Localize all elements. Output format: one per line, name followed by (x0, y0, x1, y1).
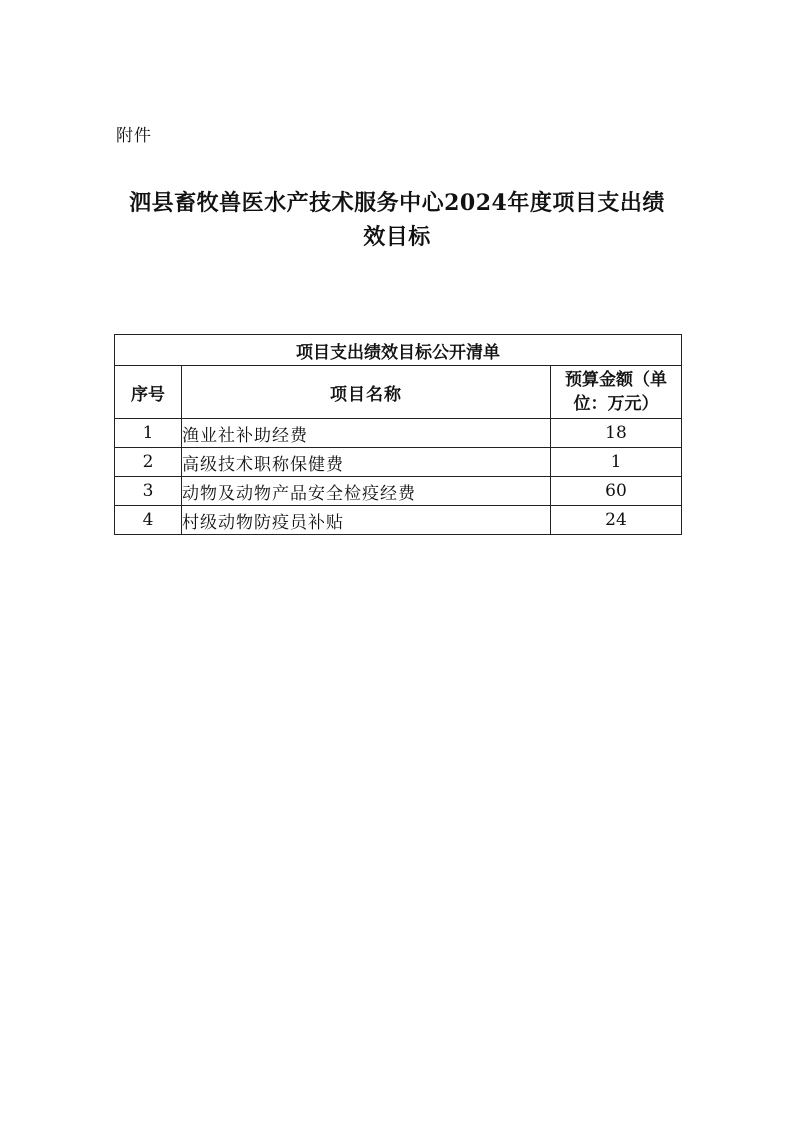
header-no: 序号 (115, 366, 182, 419)
header-amount-line-2: 位：万元） (573, 394, 659, 414)
table-row (115, 506, 682, 535)
table-row (115, 477, 682, 506)
row-no: 4 (115, 506, 182, 535)
header-amount-line-1: 预算金额（单 (565, 370, 667, 390)
header-name: 项目名称 (182, 366, 551, 419)
table-row (115, 448, 682, 477)
row-no: 3 (115, 477, 182, 506)
row-no: 1 (115, 419, 182, 448)
table-header-row (115, 366, 682, 419)
table-caption: 项目支出绩效目标公开清单 (115, 335, 682, 366)
page-title (110, 186, 684, 254)
header-amount (551, 366, 682, 419)
row-name: 动物及动物产品安全检疫经费 (182, 477, 551, 506)
row-amount: 1 (551, 448, 682, 477)
row-name: 高级技术职称保健费 (182, 448, 551, 477)
page-title-line-1: 泗县畜牧兽医水产技术服务中心2024年度项目支出绩 (129, 190, 665, 216)
row-amount: 18 (551, 419, 682, 448)
page-title-line-2: 效目标 (363, 224, 431, 250)
row-name: 渔业社补助经费 (182, 419, 551, 448)
table-row (115, 419, 682, 448)
performance-target-table (114, 334, 682, 535)
row-amount: 24 (551, 506, 682, 535)
attachment-label: 附件 (116, 126, 152, 146)
row-no: 2 (115, 448, 182, 477)
row-amount: 60 (551, 477, 682, 506)
row-name: 村级动物防疫员补贴 (182, 506, 551, 535)
